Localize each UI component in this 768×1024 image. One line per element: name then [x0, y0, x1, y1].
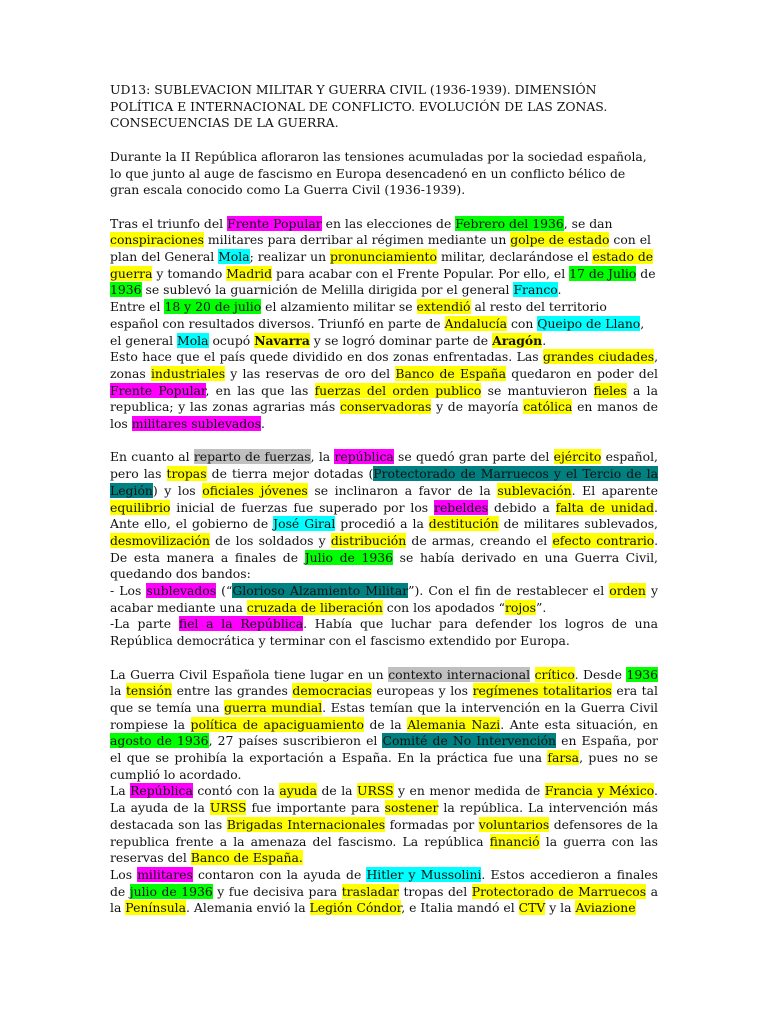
- text-run: y en menor medida de: [393, 783, 545, 799]
- highlighted-term: distribución: [330, 532, 407, 548]
- text-run: y fue decisiva para: [212, 883, 342, 899]
- highlighted-term: 1936: [110, 282, 142, 298]
- highlighted-term: pronunciamiento: [329, 249, 437, 264]
- text-run: La: [110, 783, 131, 799]
- text-run: . Estas temían que la intervención en la Guerra Civil rompiese la: [110, 699, 658, 732]
- highlighted-term: URSS: [209, 800, 247, 816]
- highlighted-term: José Giral: [273, 516, 336, 532]
- paragraph-rebel-side: [110, 583, 658, 616]
- highlighted-term: fuerzas del orden publico: [314, 382, 482, 398]
- highlighted-term: República: [130, 783, 193, 799]
- text-run: -La parte: [110, 616, 179, 632]
- text-run: de la: [363, 716, 408, 732]
- text-run: .: [542, 332, 547, 348]
- highlighted-term: URSS: [357, 783, 394, 799]
- highlighted-term: Brigadas Internacionales: [226, 816, 386, 832]
- text-run: se inclinaron a favor de la: [307, 482, 498, 498]
- paragraph-coup-plan: [110, 216, 658, 300]
- text-run: , la: [310, 449, 335, 465]
- highlighted-term: CTV: [518, 900, 546, 916]
- text-run: de militares sublevados,: [498, 516, 658, 532]
- highlighted-term: estado de guerra: [110, 249, 654, 281]
- highlighted-term: Glorioso Alzamiento Militar: [232, 583, 409, 599]
- text-run: Los: [110, 866, 138, 882]
- highlighted-term: conspiraciones: [110, 232, 204, 248]
- document-body: [110, 82, 658, 917]
- text-run: y se logró dominar parte de: [309, 332, 493, 348]
- highlighted-term: farsa: [547, 750, 580, 766]
- text-run: se había derivado en una Guerra Civil, quedando dos bandos:: [110, 549, 658, 582]
- text-run: . Alemania envió la: [186, 900, 310, 916]
- text-run: . Desde: [574, 666, 627, 682]
- paragraph-republican-side: [110, 616, 658, 649]
- text-run: en las elecciones de: [321, 215, 456, 231]
- highlighted-term: tensión: [125, 683, 172, 699]
- text-run: En cuanto al: [110, 449, 194, 465]
- highlighted-term: Banco de España: [395, 365, 507, 381]
- text-run: ”.: [536, 599, 547, 615]
- highlighted-term: política de apaciguamiento: [190, 716, 364, 732]
- text-run: de los soldados y: [209, 532, 331, 548]
- highlighted-term: sublevación: [497, 482, 572, 498]
- text-run: .: [557, 282, 562, 298]
- paragraph-international-context: [110, 667, 658, 784]
- highlighted-term: oficiales jóvenes: [202, 482, 308, 498]
- highlighted-term: ejército: [553, 449, 602, 465]
- highlighted-term: 1936: [626, 666, 658, 682]
- text-run: contaron con la ayuda de: [192, 866, 367, 882]
- text-run: ”). Con el fin de restablecer el: [408, 583, 610, 599]
- paragraph-rebel-aid: [110, 867, 658, 917]
- text-run: quedaron en poder del: [506, 365, 658, 381]
- text-run: la guerra con las reservas del: [110, 833, 659, 866]
- text-run: procedió a la: [335, 516, 429, 532]
- text-run: con: [507, 315, 538, 331]
- text-run: . La ayuda de la: [110, 783, 658, 816]
- text-run: con los apodados “: [382, 599, 505, 615]
- highlighted-term: tropas: [166, 466, 207, 482]
- highlighted-term: Francia y México: [544, 783, 655, 799]
- text-run: y las reservas de oro del: [225, 365, 396, 381]
- highlighted-term: Hitler y Mussolini: [366, 866, 482, 882]
- highlighted-term: julio de 1936: [129, 883, 213, 899]
- highlighted-term: financió: [489, 833, 540, 849]
- highlighted-term: 17 de Julio: [569, 265, 637, 281]
- highlighted-term: Madrid: [226, 265, 273, 281]
- highlighted-term: Alemania Nazi: [407, 716, 501, 732]
- highlighted-term: falta de unidad: [555, 499, 655, 515]
- highlighted-term: católica: [523, 399, 573, 415]
- text-run: y de mayoría: [431, 399, 524, 415]
- highlighted-term: Frente Popular: [227, 215, 322, 231]
- highlighted-term: guerra mundial: [224, 699, 323, 715]
- highlighted-term: 18 y 20 de julio: [164, 299, 262, 315]
- text-run: , se dan: [563, 215, 613, 231]
- text-run: [530, 667, 535, 682]
- highlighted-term: Mola: [218, 249, 250, 264]
- text-run: inicial de fuerzas fue superado por los: [170, 499, 435, 515]
- highlighted-term: orden: [609, 583, 646, 599]
- text-run: y acabar mediante una: [110, 583, 658, 615]
- highlighted-term: Franco: [513, 282, 558, 298]
- document-title: UD13: SUBLEVACION MILITAR Y GUERRA CIVIL (1936-1939). DIMENSIÓN POLÍTICA E INTERNACIONAL DE CONFLICTO. EVOLUCIÓN DE LAS ZONAS. CONSECUENCIAS DE LA GUERRA.: [110, 82, 608, 131]
- text-run: a la republica; y las zonas agrarias más: [110, 382, 658, 415]
- highlighted-term: destitución: [428, 516, 499, 532]
- text-run: y la: [545, 900, 576, 916]
- highlighted-term: rojos: [504, 599, 536, 615]
- highlighted-term: efecto contrario: [552, 532, 655, 548]
- text-run: para acabar con el Frente Popular. Por ello, el: [272, 265, 570, 281]
- highlighted-term: Queipo de Llano: [537, 315, 641, 331]
- highlighted-term: sublevados: [146, 583, 217, 599]
- text-run: se quedó gran parte del: [393, 449, 554, 465]
- text-run: fue importante para: [246, 800, 385, 816]
- paragraph-uprising-spread: [110, 299, 658, 349]
- text-run: contó con la: [192, 783, 280, 799]
- highlighted-term: reparto de fuerzas: [193, 449, 311, 465]
- highlighted-term: fiel a la República: [178, 616, 304, 632]
- text-run: tropas del: [398, 883, 472, 899]
- text-run: entre las grandes: [172, 683, 293, 699]
- highlighted-term: Península: [125, 900, 187, 916]
- highlighted-term: Protectorado de Marruecos y el Tercio de la Legión: [110, 466, 658, 498]
- text-run: defensores de la republica frente a la amenaza del fascismo. La república: [110, 816, 658, 849]
- text-run: formadas por: [385, 816, 479, 832]
- text-run: , pues no se cumplió lo acordado.: [110, 750, 658, 782]
- text-run: Tras el triunfo del: [110, 215, 228, 231]
- highlighted-term: Mola: [177, 332, 209, 348]
- highlighted-term: Comité de No Intervención: [382, 733, 557, 749]
- text-run: el alzamiento militar se: [261, 299, 417, 315]
- highlighted-term: industriales: [150, 365, 226, 381]
- text-run: se sublevó la guarnición de Melilla dirigida por el general: [141, 282, 514, 298]
- highlighted-term: equilibrio: [110, 499, 171, 515]
- text-run: Entre el: [110, 299, 165, 315]
- text-run: . Había que luchar para defender los logros de una República democrática y terminar con el fascismo extendido por Europa.: [110, 616, 659, 649]
- highlighted-term: Febrero del 1936: [455, 215, 564, 231]
- text-run: ocupó: [208, 332, 255, 348]
- highlighted-term: contexto internacional: [388, 666, 531, 682]
- text-run: a la: [110, 883, 658, 916]
- text-run: militar, declarándose el: [437, 249, 593, 264]
- text-run: la: [110, 683, 126, 699]
- highlighted-term: sostener: [384, 800, 439, 816]
- highlighted-term: fieles: [593, 382, 627, 398]
- text-run: ) y los: [152, 482, 203, 498]
- highlighted-term: extendió: [416, 299, 471, 315]
- text-run: . El aparente: [571, 482, 658, 498]
- highlighted-term: militares sublevados: [131, 416, 261, 432]
- text-run: debido a: [488, 499, 556, 515]
- text-run: la república. La intervención más destacada son las: [110, 800, 658, 832]
- text-run: se mantuvieron: [481, 382, 594, 398]
- highlighted-term: Navarra: [254, 332, 310, 348]
- text-run: en España, por el que se prohibía la exportación a España. En la práctica fue una: [110, 733, 658, 766]
- text-run: español, pero las: [110, 449, 658, 482]
- paragraph-divided-zones: [110, 349, 658, 433]
- highlighted-term: Andalucía: [444, 315, 508, 331]
- text-run: . Ante esta situación, en: [500, 716, 658, 732]
- text-run: al resto del territorio español con resultados diversos. Triunfó en parte de: [110, 299, 607, 331]
- text-run: Esto hace que el país quede dividido en dos zonas enfrentadas. Las: [110, 349, 543, 365]
- highlighted-term: crítico: [534, 666, 575, 682]
- highlighted-term: Frente Popular: [110, 382, 206, 398]
- highlighted-term: conservadoras: [339, 399, 432, 415]
- text-run: , en las que las: [205, 382, 315, 398]
- highlighted-term: república: [334, 449, 394, 465]
- highlighted-term: democracias: [292, 683, 372, 699]
- highlighted-term: regímenes totalitarios: [472, 683, 612, 699]
- highlighted-term: trasladar: [341, 883, 399, 899]
- paragraph-republic-aid: [110, 783, 658, 867]
- text-run: - Los: [110, 583, 147, 599]
- text-run: .: [261, 416, 265, 432]
- text-run: (“: [216, 583, 233, 599]
- text-run: . Estos accedieron a finales de: [110, 866, 658, 899]
- highlighted-term: agosto de 1936: [110, 733, 209, 749]
- highlighted-term: Protectorado de Marruecos: [471, 883, 647, 899]
- text-run: de armas, creando el: [406, 532, 553, 548]
- highlighted-term: cruzada de liberación: [246, 599, 383, 615]
- text-run: europeas y los: [371, 683, 473, 699]
- highlighted-term: ayuda: [279, 783, 317, 799]
- text-run: . Ante ello, el gobierno de: [110, 499, 658, 532]
- highlighted-term: Aragón: [492, 332, 543, 348]
- text-run: de la: [317, 783, 358, 799]
- highlighted-term: Banco de España.: [190, 850, 303, 866]
- highlighted-term: rebeldes: [434, 499, 489, 515]
- highlighted-term: grandes ciudades: [542, 349, 655, 365]
- text-run: de: [636, 265, 656, 281]
- highlighted-term: desmovilización: [110, 532, 210, 548]
- highlighted-term: Julio de 1936: [304, 549, 394, 565]
- text-run: y tomando: [152, 265, 227, 281]
- highlighted-term: golpe de estado: [510, 232, 610, 248]
- text-run: ; realizar un: [249, 249, 330, 264]
- text-run: de tierra mejor dotadas (: [206, 466, 374, 482]
- highlighted-term: Aviazione: [575, 900, 636, 916]
- highlighted-term: militares: [137, 866, 193, 882]
- text-run: militares para derribar al régimen mediante un: [203, 232, 511, 248]
- text-run: . De esta manera a finales de: [110, 532, 659, 565]
- text-run: era tal que se temía una: [110, 683, 658, 715]
- paragraph-distribution-of-forces: [110, 449, 658, 583]
- highlighted-term: voluntarios: [478, 816, 550, 832]
- intro-paragraph: Durante la II República afloraron las tensiones acumuladas por la sociedad española, lo que junto al auge de fascismo en Europa desencadenó en un conflicto bélico de gran escala conocido como La Guerra Civil (1936-1939).: [110, 148, 647, 198]
- text-run: con el plan del General: [110, 232, 652, 264]
- text-run: , zonas: [110, 349, 659, 381]
- text-run: , el general: [110, 315, 645, 348]
- text-run: , 27 países suscribieron el: [208, 733, 383, 749]
- text-run: , e Italia mandó el: [401, 900, 519, 916]
- highlighted-term: Legión Cóndor: [309, 900, 402, 916]
- text-run: en manos de los: [110, 399, 658, 432]
- text-run: La Guerra Civil Española tiene lugar en un: [110, 666, 389, 682]
